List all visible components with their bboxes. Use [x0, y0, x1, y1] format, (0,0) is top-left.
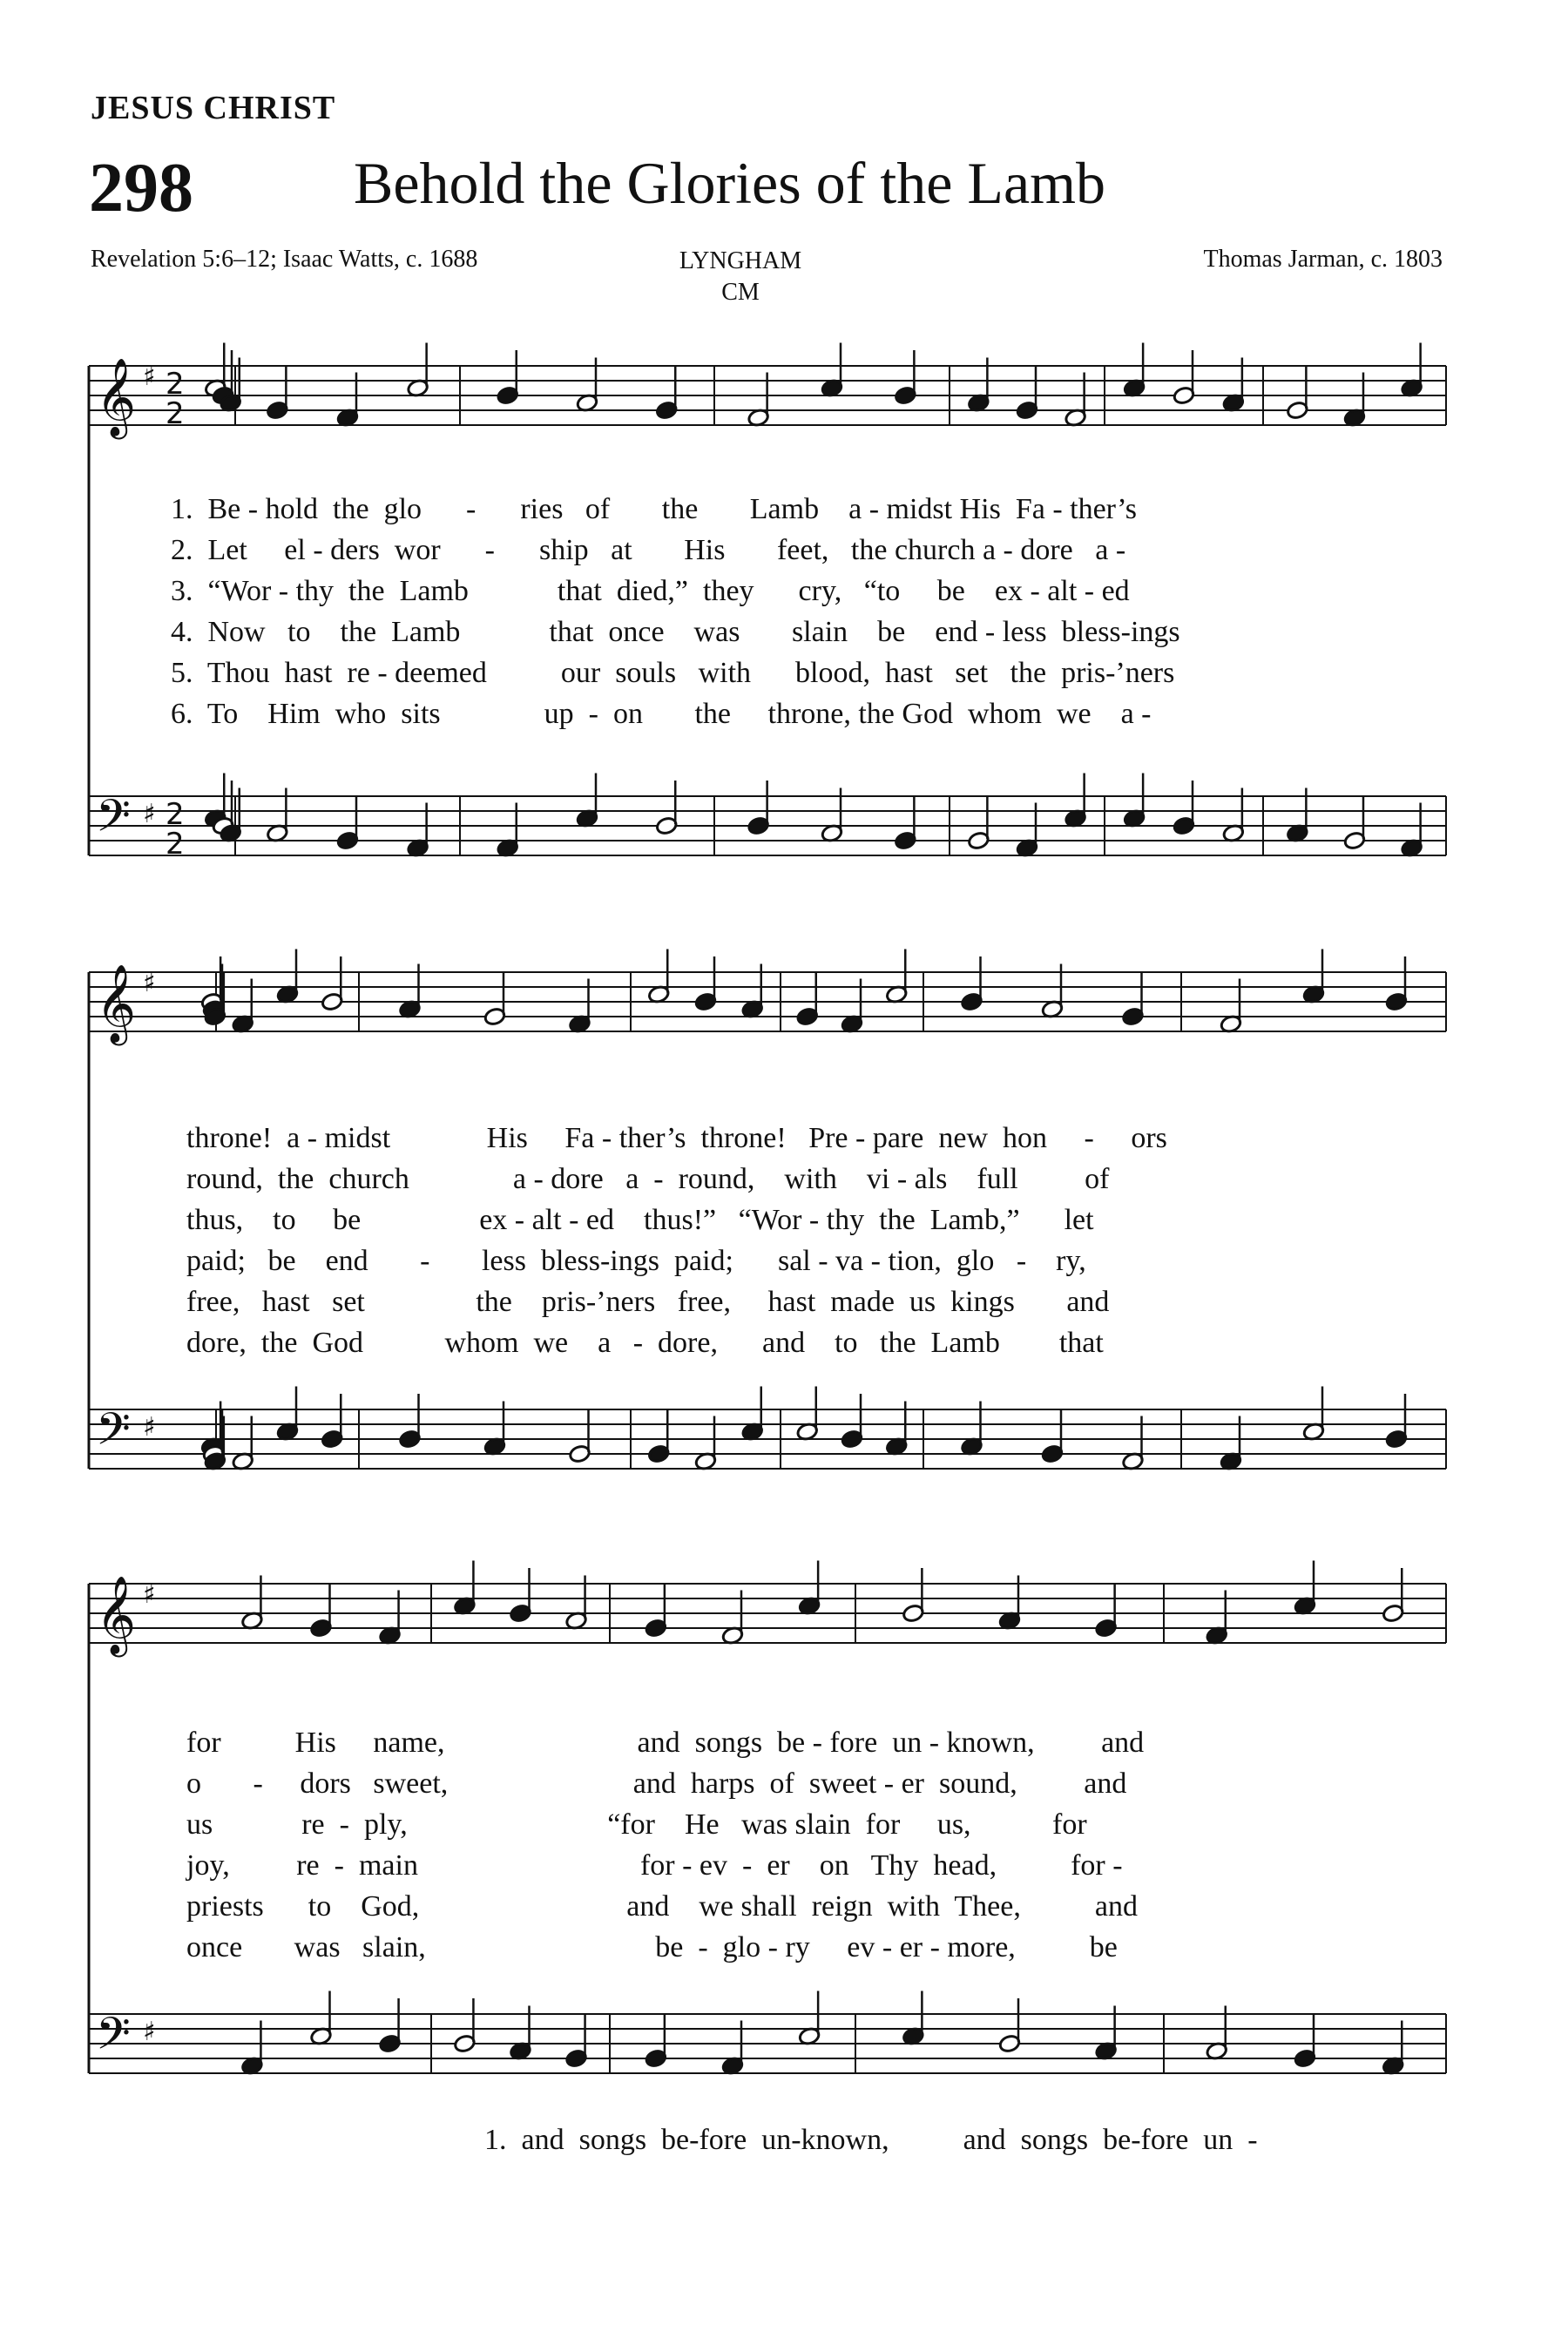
key-signature-sharp-icon: ♯ [143, 362, 156, 392]
lyric-line: 4. Now to the Lamb that once was slain be end - less bless-ings [171, 616, 1180, 648]
bass-clef-icon: 𝄢 [96, 789, 131, 853]
treble-clef-icon: 𝄞 [96, 964, 137, 1043]
lyric-line: thus, to be ex - alt - ed thus!” “Wor - thy the Lamb,” let [186, 1204, 1094, 1236]
text-source-credit: Revelation 5:6–12; Isaac Watts, c. 1688 [91, 246, 478, 273]
lyric-line: priests to God, and we shall reign with Thee, and [186, 1890, 1138, 1923]
lyric-line: joy, re - main for - ev - er on Thy head, for - [186, 1849, 1123, 1882]
lyric-line: 2. Let el - ders wor - ship at His feet, the church a - dore a - [171, 534, 1126, 566]
lyric-line: throne! a - midst His Fa - ther’s throne! Pre - pare new hon - ors [186, 1122, 1167, 1154]
lyric-line: 3. “Wor - thy the Lamb that died,” they cry, “to be ex - alt - ed [171, 575, 1130, 607]
treble-clef-icon: 𝄞 [96, 358, 137, 436]
lyric-line: us re - ply, “for He was slain for us, for [186, 1808, 1087, 1841]
lyric-line: round, the church a - dore a - round, with vi - als full of [186, 1163, 1110, 1195]
section-label: JESUS CHRIST [91, 90, 336, 126]
lyric-line: paid; be end - less bless-ings paid; sal - va - tion, glo - ry, [186, 1245, 1086, 1277]
lyric-line: dore, the God whom we a - dore, and to the Lamb that [186, 1327, 1104, 1359]
key-signature-sharp-icon: ♯ [143, 968, 156, 998]
tune-name: LYNGHAM [679, 247, 802, 274]
lyric-line: o - dors sweet, and harps of sweet - er sound, and [186, 1767, 1127, 1800]
key-signature-sharp-icon: ♯ [143, 799, 156, 829]
tune-meter: CM [721, 279, 760, 307]
composer-credit: Thomas Jarman, c. 1803 [1203, 246, 1443, 273]
key-signature-sharp-icon: ♯ [143, 1412, 156, 1443]
repeat-text: 1. and songs be-fore un-known, and songs be-fore un - [484, 2124, 1258, 2156]
bass-clef-icon: 𝄢 [96, 2007, 131, 2071]
lyric-line: once was slain, be - glo - ry ev - er - more, be [186, 1931, 1118, 1963]
lyric-line: for His name, and songs be - fore un - known, and [186, 1727, 1145, 1759]
hymn-number: 298 [89, 150, 193, 226]
time-signature: 2 [166, 827, 185, 862]
clefs [96, 358, 185, 2071]
hymn-title: Behold the Glories of the Lamb [354, 150, 1106, 216]
time-signature: 2 [166, 367, 185, 402]
key-signature-sharp-icon: ♯ [143, 1579, 156, 1610]
lyric-line: free, hast set the pris-’ners free, hast made us kings and [186, 1286, 1110, 1318]
bass-clef-icon: 𝄢 [96, 1402, 131, 1466]
lyric-line: 1. Be - hold the glo - ries of the Lamb a - midst His Fa - ther’s [171, 493, 1137, 525]
lyric-line: 5. Thou hast re - deemed our souls with blood, hast set the pris-’ners [171, 657, 1175, 689]
lyric-line: 6. To Him who sits up - on the throne, the God whom we a - [171, 698, 1152, 730]
key-signature-sharp-icon: ♯ [143, 2017, 156, 2047]
treble-clef-icon: 𝄞 [96, 1576, 137, 1654]
time-signature: 2 [166, 396, 185, 431]
time-signature: 2 [166, 797, 185, 832]
